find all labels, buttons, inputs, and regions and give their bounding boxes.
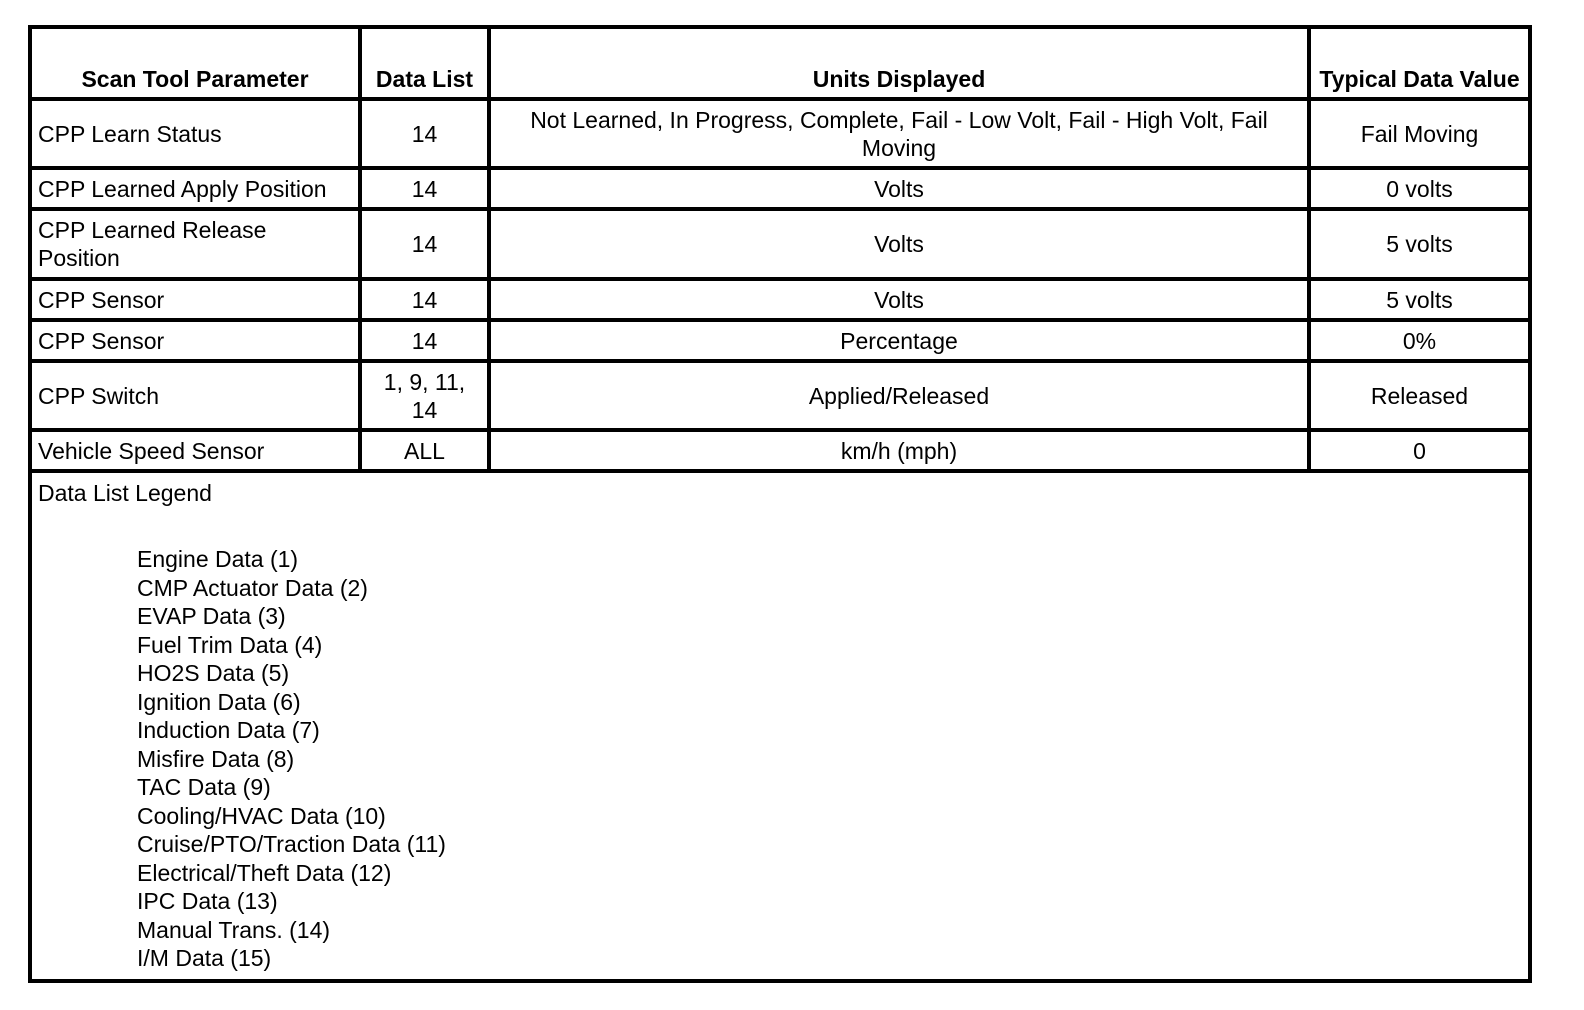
legend-item: Ignition Data (6) [137, 688, 301, 715]
table-row [30, 320, 1530, 361]
legend-title: Data List Legend [38, 480, 212, 506]
header-typical-data-value: Typical Data Value [1309, 27, 1530, 99]
header-row [30, 27, 1530, 99]
legend-item: TAC Data (9) [137, 774, 271, 800]
parameter-cell: CPP Sensor [30, 320, 360, 361]
legend-item: Engine Data (1) [137, 546, 299, 572]
data-list-legend [30, 471, 1530, 981]
header-scan-tool-parameter: Scan Tool Parameter [30, 27, 360, 99]
parameter-cell: CPP Learn Status [30, 99, 360, 168]
header-units-displayed: Units Displayed [489, 27, 1309, 99]
units-cell: Not Learned, In Progress, Complete, Fail - Low Volt, Fail - High Volt, Fail Moving [489, 99, 1309, 168]
legend-row [30, 471, 1530, 981]
typical-value-cell: 5 volts [1309, 209, 1530, 279]
legend-item: Cooling/HVAC Data (10) [137, 802, 386, 829]
data-list-cell: 1, 9, 11, 14 [360, 361, 489, 430]
legend-list [38, 545, 1522, 973]
typical-value-cell: 5 volts [1309, 279, 1530, 320]
data-list-cell: ALL [360, 430, 489, 471]
legend-item: EVAP Data (3) [137, 603, 286, 629]
parameter-cell: CPP Sensor [30, 279, 360, 320]
table-row [30, 279, 1530, 320]
parameter-cell: Vehicle Speed Sensor [30, 430, 360, 471]
legend-item: Misfire Data (8) [137, 745, 295, 772]
typical-value-cell: 0 volts [1309, 168, 1530, 209]
typical-value-cell: 0 [1309, 430, 1530, 471]
typical-value-cell: Released [1309, 361, 1530, 430]
data-list-cell: 14 [360, 320, 489, 361]
units-cell: Volts [489, 279, 1309, 320]
units-cell: Volts [489, 209, 1309, 279]
parameter-cell: CPP Learned Apply Position [30, 168, 360, 209]
legend-item: IPC Data (13) [137, 888, 278, 914]
legend-item: Fuel Trim Data (4) [137, 631, 323, 658]
legend-item: Cruise/PTO/Traction Data (11) [137, 831, 446, 857]
table-row [30, 99, 1530, 168]
units-cell: Volts [489, 168, 1309, 209]
parameter-cell: CPP Switch [30, 361, 360, 430]
data-list-cell: 14 [360, 99, 489, 168]
table-row [30, 168, 1530, 209]
data-list-cell: 14 [360, 168, 489, 209]
table-row [30, 209, 1530, 279]
table-row [30, 361, 1530, 430]
parameter-cell: CPP Learned Release Position [30, 209, 360, 279]
legend-item: Induction Data (7) [137, 717, 320, 743]
data-list-cell: 14 [360, 279, 489, 320]
units-cell: km/h (mph) [489, 430, 1309, 471]
legend-item: I/M Data (15) [137, 945, 272, 971]
typical-value-cell: Fail Moving [1309, 99, 1530, 168]
legend-item: Manual Trans. (14) [137, 916, 331, 943]
typical-value-cell: 0% [1309, 320, 1530, 361]
legend-item: CMP Actuator Data (2) [137, 574, 368, 601]
units-cell: Percentage [489, 320, 1309, 361]
legend-item: Electrical/Theft Data (12) [137, 859, 392, 886]
legend-item: HO2S Data (5) [137, 660, 290, 686]
table-row [30, 430, 1530, 471]
data-list-cell: 14 [360, 209, 489, 279]
scan-tool-data-table [28, 25, 1532, 983]
units-cell: Applied/Released [489, 361, 1309, 430]
header-data-list: Data List [360, 27, 489, 99]
